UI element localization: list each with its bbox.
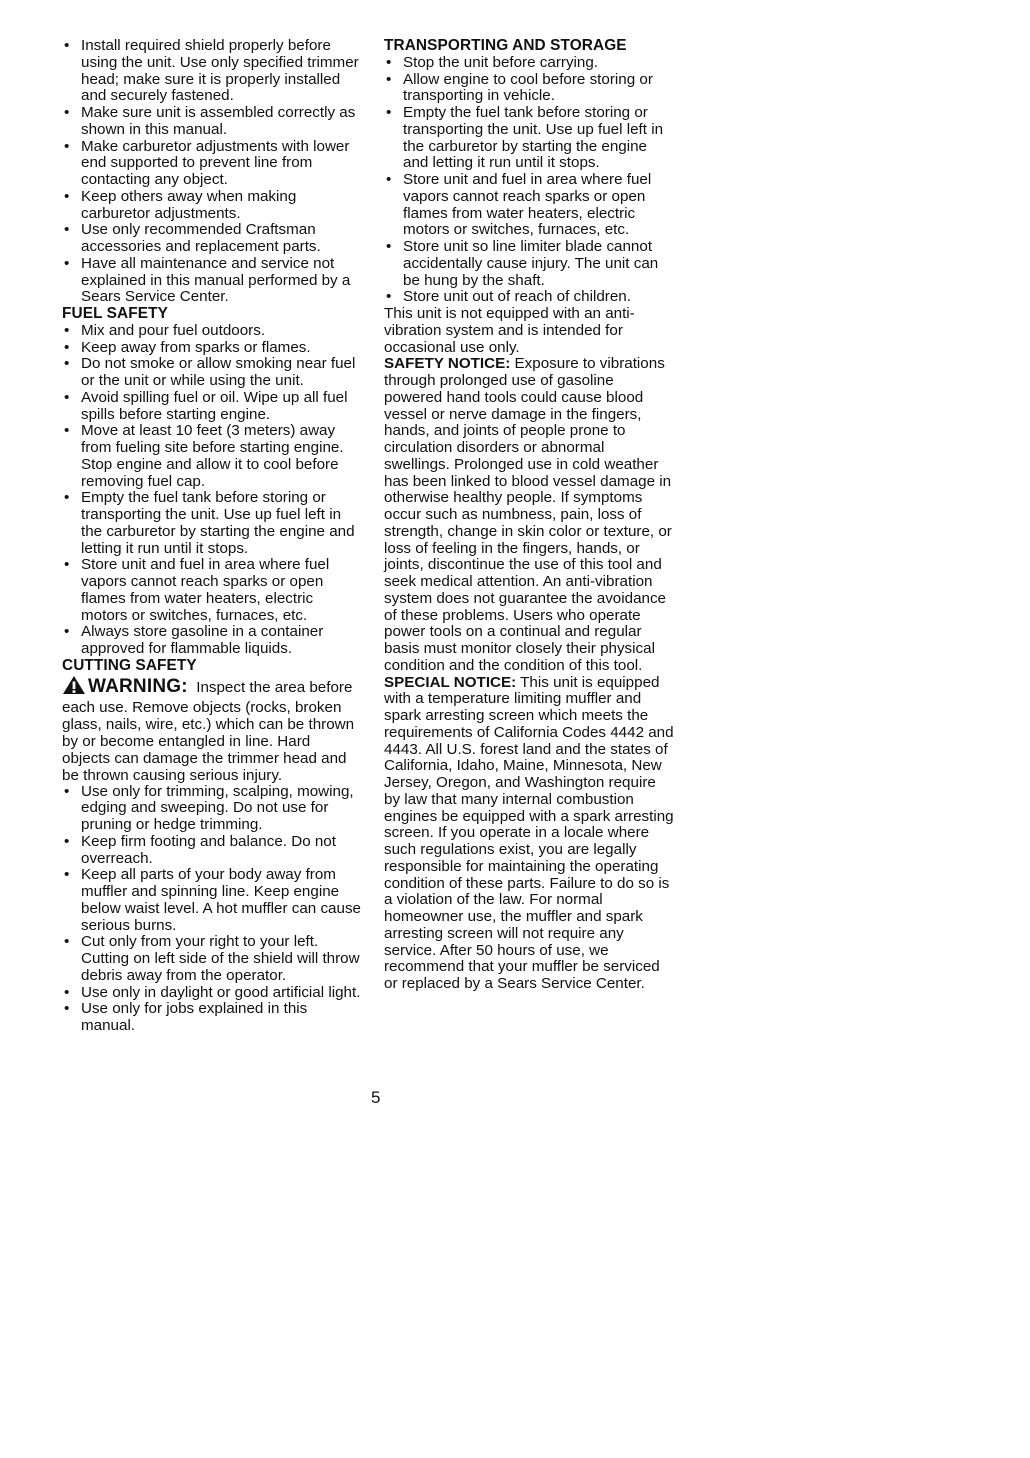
list-item: • Cut only from your right to your left. Cutting on left side of the shield will throw debris away from the operator. [62,934,362,984]
fuel-safety-list [62,323,362,658]
list-item: • Mix and pour fuel outdoors. [62,323,362,340]
general-safety-list [62,38,362,306]
list-item: • Install required shield properly before using the unit. Use only specified trimmer head; make sure it is properly installed and securely fastened. [62,38,362,105]
safety-notice-label: SAFETY NOTICE: [384,355,511,373]
list-item: • Use only recommended Craftsman accessories and replacement parts. [62,222,362,256]
list-item: • Empty the fuel tank before storing or transporting the unit. Use up fuel left in the carburetor by starting the engine and letting it run until it stops. [62,490,362,557]
list-item: • Make carburetor adjustments with lower end supported to prevent line from contacting any object. [62,139,362,189]
list-item: • Use only for trimming, scalping, mowing, edging and sweeping. Do not use for pruning or hedge trimming. [62,784,362,834]
list-item: • Keep firm footing and balance. Do not overreach. [62,834,362,868]
warning-triangle-icon [62,675,86,699]
list-item: • Make sure unit is assembled correctly as shown in this manual. [62,105,362,139]
warning-label: WARNING: [88,675,188,697]
transport-list [384,55,674,306]
vibration-paragraph: This unit is not equipped with an anti-vibration system and is intended for occasional use only. [384,305,635,356]
list-item: • Keep all parts of your body away from muffler and spinning line. Keep engine below waist level. A hot muffler can cause serious burns. [62,867,362,934]
fuel-safety-heading: FUEL SAFETY [62,305,168,322]
list-item: • Have all maintenance and service not explained in this manual performed by a Sears Service Center. [62,256,362,306]
list-item: • Store unit out of reach of children. [384,289,674,306]
safety-notice-paragraph [384,356,674,674]
list-item: • Empty the fuel tank before storing or transporting the unit. Use up fuel left in the carburetor by starting the engine and letting it run until it stops. [384,105,674,172]
transport-heading: TRANSPORTING AND STORAGE [384,37,627,54]
safety-notice-text: Exposure to vibrations through prolonged use of gasoline powered hand tools could cause blood vessel or nerve damage in the fingers, hands, and joints of people prone to circulation disorders or abnormal swellings. Prolonged use in cold weather has been linked to blood vessel damage in otherwise healthy people. If symptoms occur such as numbness, pain, loss of strength, change in skin color or texture, or loss of feeling in the fingers, hands, or joints, discontinue the use of this tool and seek medical attention. An anti-vibration system does not guarantee the avoidance of these problems. Users who operate power tools on a continual and regular basis must monitor closely their physical condition and the condition of this tool. [384,355,672,674]
special-notice-paragraph [384,675,674,993]
list-item: • Use only in daylight or good artificial light. [62,985,362,1002]
list-item: • Keep others away when making carburetor adjustments. [62,189,362,223]
list-item: • Store unit and fuel in area where fuel vapors cannot reach sparks or open flames from water heaters, electric motors or switches, furnaces, etc. [62,557,362,624]
list-item: • Stop the unit before carrying. [384,55,674,72]
list-item: • Store unit so line limiter blade cannot accidentally cause injury. The unit can be hung by the shaft. [384,239,674,289]
list-item: • Always store gasoline in a container approved for flammable liquids. [62,624,362,658]
cutting-safety-heading: CUTTING SAFETY [62,656,197,674]
warning-text: Inspect the area before each use. Remove objects (rocks, broken glass, nails, wire, etc.) which can be thrown by or become entangled in line. Hard objects can damage the trimmer head and be thrown causing serious injury. [62,678,355,784]
special-notice-label: SPECIAL NOTICE: [384,673,517,691]
list-item: • Do not smoke or allow smoking near fuel or the unit or while using the unit. [62,356,362,390]
right-column [384,38,674,993]
list-item: • Keep away from sparks or flames. [62,340,362,357]
special-notice-text: This unit is equipped with a temperature limiting muffler and spark arresting screen which meets the requirements of California Codes 4442 and 4443. All U.S. forest land and the states of California, Idaho, Maine, Minnesota, New Jersey, Oregon, and Washington require by law that many internal combustion engines be equipped with a spark arresting screen. If you operate in a locale where such regulations exist, you are legally responsible for maintaining the operating condition of these parts. Failure to do so is a violation of the law. For normal homeowner use, the muffler and spark arresting screen will not require any service. After 50 hours of use, we recommend that your muffler be serviced or replaced by a Sears Service Center. [384,673,674,992]
list-item: • Allow engine to cool before storing or transporting in vehicle. [384,72,674,106]
page-number: 5 [371,1088,381,1107]
list-item: • Use only for jobs explained in this manual. [62,1001,362,1035]
list-item: • Store unit and fuel in area where fuel vapors cannot reach sparks or open flames from water heaters, electric motors or switches, furnaces, etc. [384,172,674,239]
left-column [62,38,362,1035]
list-item: • Avoid spilling fuel or oil. Wipe up all fuel spills before starting engine. [62,390,362,424]
list-item: • Move at least 10 feet (3 meters) away from fueling site before starting engine. Stop engine and allow it to cool before removing fuel cap. [62,423,362,490]
cutting-safety-list [62,784,362,1035]
warning-paragraph [62,675,362,784]
